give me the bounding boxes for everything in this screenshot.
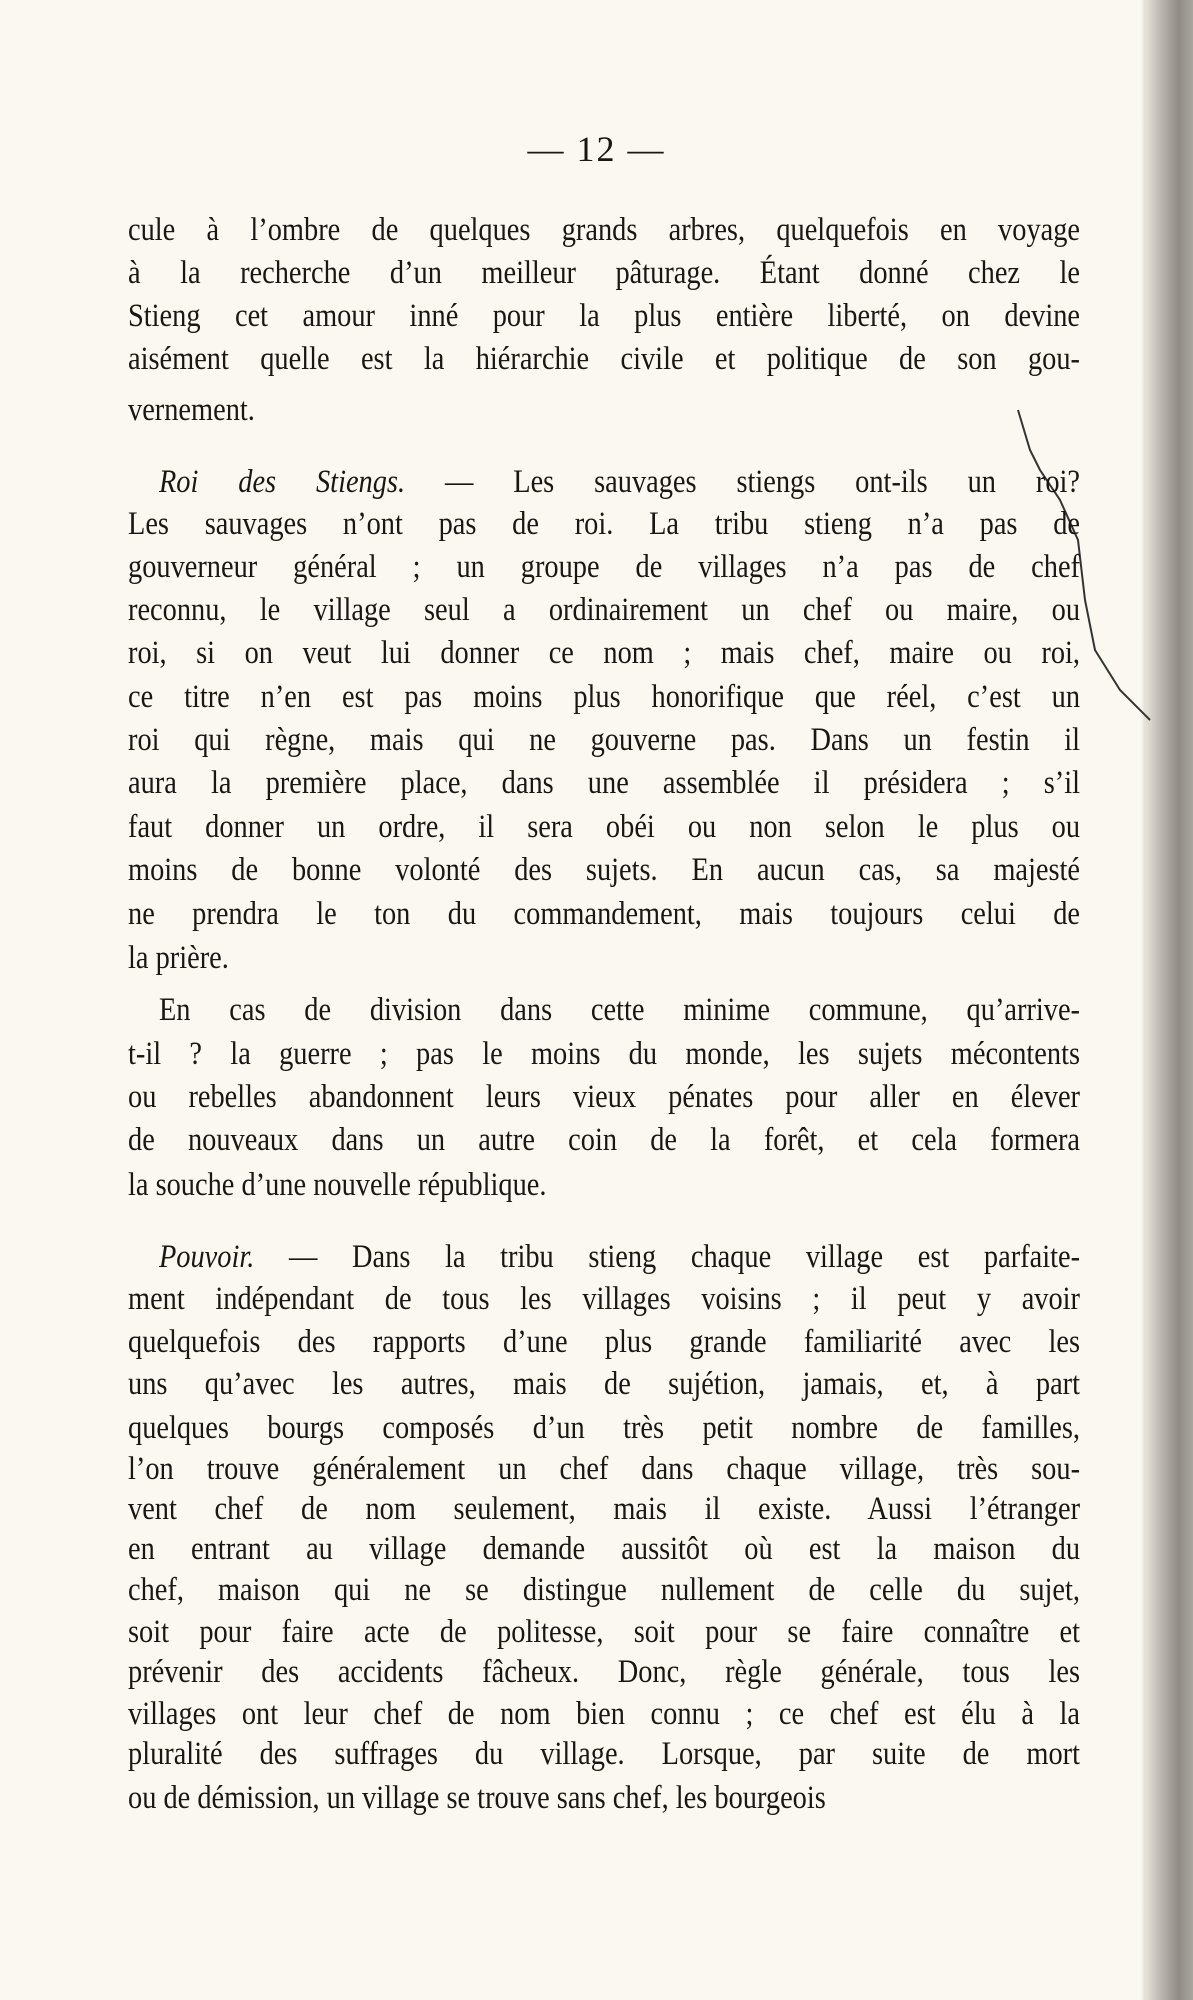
text-line: [128, 1732, 1080, 1776]
line-text: gouverneur général ; un groupe de villages n’a pas de chef: [128, 549, 1081, 585]
line-text: en entrant au village demande aussitôt où est la maison du: [128, 1531, 1081, 1567]
text-line: [128, 294, 1080, 338]
line-text: la souche d’une nouvelle république.: [128, 1167, 547, 1203]
line-text: de nouveaux dans un autre coin de la forêt, et cela formera: [128, 1122, 1081, 1158]
line-text: ou rebelles abandonnent leurs vieux pénates pour aller en élever: [128, 1079, 1081, 1115]
text-line: [128, 1075, 1080, 1119]
text-line: [128, 502, 1080, 546]
line-text: pluralité des suffrages du village. Lorsque, par suite de mort: [128, 1736, 1081, 1772]
line-text: moins de bonne volonté des sujets. En aucun cas, sa majesté: [128, 852, 1081, 888]
line-text: — Dans la tribu stieng chaque village est parfaite-: [254, 1239, 1081, 1275]
line-text: villages ont leur chef de nom bien connu ; ce chef est élu à la: [128, 1696, 1081, 1732]
line-text: aisément quelle est la hiérarchie civile et politique de son gou-: [128, 341, 1081, 377]
line-text: à la recherche d’un meilleur pâturage. Étant donné chez le: [128, 255, 1081, 291]
text-line: [128, 892, 1080, 936]
text-line: [128, 631, 1080, 675]
text-line: [128, 460, 1080, 504]
line-text: roi qui règne, mais qui ne gouverne pas. Dans un festin il: [128, 722, 1081, 758]
text-line: [128, 545, 1080, 589]
text-line: [128, 1487, 1080, 1531]
line-text: l’on trouve généralement un chef dans chaque village, très sou-: [128, 1451, 1081, 1487]
line-text: — Les sauvages stiengs ont-ils un roi?: [405, 464, 1081, 500]
line-text: ne prendra le ton du commandement, mais toujours celui de: [128, 896, 1081, 932]
text-line: [128, 1032, 1080, 1076]
text-line: [128, 805, 1080, 849]
text-line: [128, 1406, 1080, 1450]
line-text: soit pour faire acte de politesse, soit pour se faire connaître et: [128, 1614, 1081, 1650]
line-text: cule à l’ombre de quelques grands arbres, quelquefois en voyage: [128, 212, 1081, 248]
line-text: chef, maison qui ne se distingue nullement de celle du sujet,: [128, 1572, 1081, 1608]
line-text: prévenir des accidents fâcheux. Donc, règle générale, tous les: [128, 1654, 1081, 1690]
line-text: Les sauvages n’ont pas de roi. La tribu stieng n’a pas de: [128, 506, 1081, 542]
section-heading: Pouvoir.: [158, 1239, 255, 1275]
line-text: aura la première place, dans une assemblée il présidera ; s’il: [128, 765, 1081, 801]
text-line: [128, 1163, 1080, 1207]
text-line: [128, 848, 1080, 892]
line-text: Stieng cet amour inné pour la plus entière liberté, on devine: [128, 298, 1081, 334]
text-line: [128, 337, 1080, 381]
text-line: [128, 1320, 1080, 1364]
text-line: [128, 1118, 1080, 1162]
page-edge-shadow: [1145, 0, 1193, 2000]
text-line: [128, 1776, 1080, 1820]
text-line: [128, 1362, 1080, 1406]
line-text: roi, si on veut lui donner ce nom ; mais chef, maire ou roi,: [128, 635, 1081, 671]
text-line: [128, 1610, 1080, 1654]
line-text: vernement.: [128, 392, 255, 428]
text-line: [128, 588, 1080, 632]
line-text: la prière.: [128, 940, 229, 976]
line-text: reconnu, le village seul a ordinairement un chef ou maire, ou: [128, 592, 1081, 628]
text-line: [128, 1277, 1080, 1321]
text-line: [128, 1692, 1080, 1736]
line-text: quelquefois des rapports d’une plus grande familiarité avec les: [128, 1324, 1081, 1360]
page-number: — 12 —: [527, 129, 666, 169]
text-line: [128, 1568, 1080, 1612]
text-line: [128, 1650, 1080, 1694]
line-text: faut donner un ordre, il sera obéi ou non selon le plus ou: [128, 809, 1081, 845]
line-text: ou de démission, un village se trouve sans chef, les bourgeois: [128, 1780, 826, 1816]
text-line: [128, 675, 1080, 719]
text-line: [128, 718, 1080, 762]
line-text: vent chef de nom seulement, mais il existe. Aussi l’étranger: [128, 1491, 1081, 1527]
text-line: [128, 1527, 1080, 1571]
line-text: quelques bourgs composés d’un très petit nombre de familles,: [128, 1410, 1081, 1446]
text-line: [128, 988, 1080, 1032]
line-text: ce titre n’en est pas moins plus honorifique que réel, c’est un: [128, 679, 1081, 715]
text-line: [128, 1447, 1080, 1491]
line-text: uns qu’avec les autres, mais de sujétion, jamais, et, à part: [128, 1366, 1081, 1402]
line-text: ment indépendant de tous les villages voisins ; il peut y avoir: [128, 1281, 1081, 1317]
text-line: [128, 251, 1080, 295]
line-text: En cas de division dans cette minime commune, qu’arrive-: [158, 992, 1081, 1028]
text-line: [128, 1235, 1080, 1279]
text-line: [128, 761, 1080, 805]
section-heading: Roi des Stiengs.: [158, 464, 406, 500]
line-text: t-il ? la guerre ; pas le moins du monde, les sujets mécontents: [128, 1036, 1081, 1072]
text-line: [128, 208, 1080, 252]
text-line: [128, 936, 1080, 980]
text-line: [128, 388, 1080, 432]
